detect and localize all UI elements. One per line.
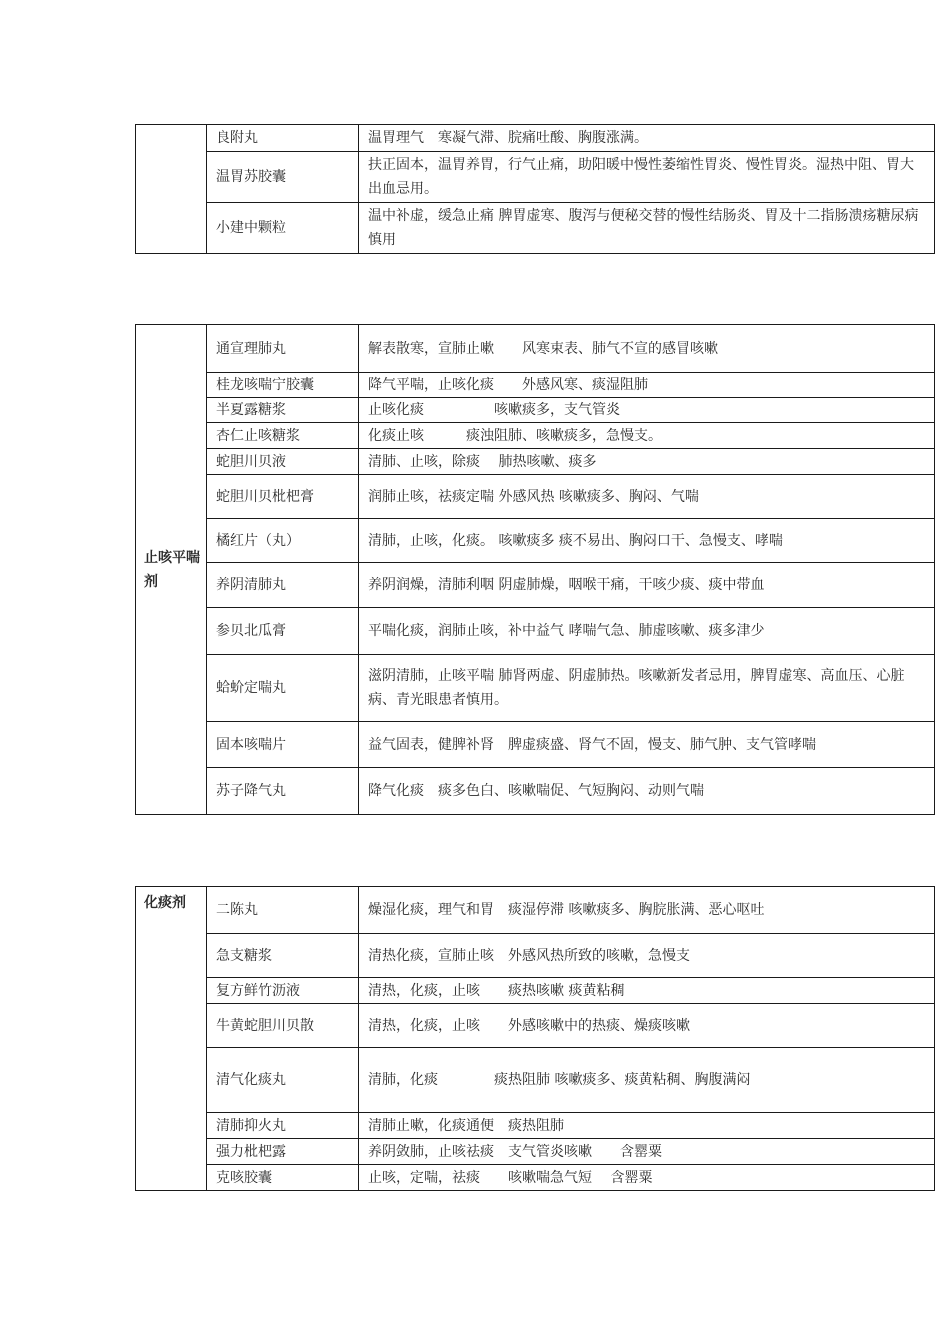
table-row — [136, 655, 935, 722]
medicine-description: 清热，化痰，止咳 外感咳嗽中的热痰、燥痰咳嗽 — [359, 1004, 935, 1048]
medicine-name: 强力枇杷露 — [207, 1139, 359, 1165]
medicine-description: 平喘化痰，润肺止咳，补中益气 哮喘气急、肺虚咳嗽、痰多津少 — [359, 608, 935, 655]
table-row — [136, 1139, 935, 1165]
medicine-name: 清气化痰丸 — [207, 1048, 359, 1113]
medicine-name: 蛇胆川贝液 — [207, 449, 359, 475]
medicine-description: 止咳，定喘，祛痰 咳嗽喘急气短 含罂粟 — [359, 1165, 935, 1191]
medicine-name: 克咳胶囊 — [207, 1165, 359, 1191]
table-row — [136, 203, 935, 254]
medicine-name: 小建中颗粒 — [207, 203, 359, 254]
medicine-name: 急支糖浆 — [207, 934, 359, 978]
medicine-name: 固本咳喘片 — [207, 722, 359, 768]
medicine-name: 牛黄蛇胆川贝散 — [207, 1004, 359, 1048]
table-row — [136, 475, 935, 519]
table-row — [136, 125, 935, 152]
table-row — [136, 398, 935, 423]
medicine-description: 清肺，化痰 痰热阻肺 咳嗽痰多、痰黄粘稠、胸腹满闷 — [359, 1048, 935, 1113]
medicine-name: 桂龙咳喘宁胶囊 — [207, 373, 359, 398]
medicine-name: 橘红片（丸） — [207, 519, 359, 563]
table-row — [136, 1113, 935, 1139]
medicine-description: 清肺、止咳，除痰 肺热咳嗽、痰多 — [359, 449, 935, 475]
table-row — [136, 722, 935, 768]
medicine-description: 清热，化痰，止咳 痰热咳嗽 痰黄粘稠 — [359, 978, 935, 1004]
medicine-description: 扶正固本，温胃养胃，行气止痛，助阳暖中慢性萎缩性胃炎、慢性胃炎。湿热中阻、胃大出血忌用。 — [359, 152, 935, 203]
medicine-description: 养阴敛肺，止咳祛痰 支气管炎咳嗽 含罂粟 — [359, 1139, 935, 1165]
medicine-name: 半夏露糖浆 — [207, 398, 359, 423]
table-row — [136, 1004, 935, 1048]
medicine-name: 杏仁止咳糖浆 — [207, 423, 359, 449]
category-label: 止咳平喘剂 — [144, 549, 200, 590]
medicine-name: 养阴清肺丸 — [207, 563, 359, 608]
medicine-table-1 — [135, 124, 935, 254]
category-cell — [136, 887, 207, 1191]
table-row — [136, 1048, 935, 1113]
medicine-description: 降气化痰 痰多色白、咳嗽喘促、气短胸闷、动则气喘 — [359, 768, 935, 815]
medicine-description: 降气平喘，止咳化痰 外感风寒、痰湿阻肺 — [359, 373, 935, 398]
medicine-description: 止咳化痰 咳嗽痰多，支气管炎 — [359, 398, 935, 423]
medicine-name: 蛤蚧定喘丸 — [207, 655, 359, 722]
medicine-name: 苏子降气丸 — [207, 768, 359, 815]
category-cell — [136, 125, 207, 254]
table-row — [136, 1165, 935, 1191]
table-row — [136, 608, 935, 655]
category-cell — [136, 325, 207, 815]
medicine-description: 燥湿化痰，理气和胃 痰湿停滞 咳嗽痰多、胸脘胀满、恶心呕吐 — [359, 887, 935, 934]
table-row — [136, 563, 935, 608]
medicine-description: 清热化痰，宣肺止咳 外感风热所致的咳嗽，急慢支 — [359, 934, 935, 978]
medicine-name: 通宣理肺丸 — [207, 325, 359, 373]
table-row — [136, 449, 935, 475]
medicine-description: 滋阴清肺，止咳平喘 肺肾两虚、阴虚肺热。咳嗽新发者忌用，脾胃虚寒、高血压、心脏病、青光眼患者慎用。 — [359, 655, 935, 722]
table-row — [136, 768, 935, 815]
medicine-name: 清肺抑火丸 — [207, 1113, 359, 1139]
medicine-name: 良附丸 — [207, 125, 359, 152]
medicine-name: 温胃苏胶囊 — [207, 152, 359, 203]
medicine-table-2 — [135, 324, 935, 815]
table-row — [136, 934, 935, 978]
table-row — [136, 325, 935, 373]
medicine-table-3 — [135, 886, 935, 1191]
medicine-description: 解表散寒，宣肺止嗽 风寒束表、肺气不宣的感冒咳嗽 — [359, 325, 935, 373]
medicine-name: 参贝北瓜膏 — [207, 608, 359, 655]
table-row — [136, 887, 935, 934]
medicine-description: 化痰止咳 痰浊阻肺、咳嗽痰多，急慢支。 — [359, 423, 935, 449]
medicine-description: 养阴润燥，清肺利咽 阴虚肺燥，咽喉干痛，干咳少痰、痰中带血 — [359, 563, 935, 608]
table-row — [136, 152, 935, 203]
medicine-description: 温中补虚，缓急止痛 脾胃虚寒、腹泻与便秘交替的慢性结肠炎、胃及十二指肠溃疡糖尿病慎用 — [359, 203, 935, 254]
medicine-description: 润肺止咳，祛痰定喘 外感风热 咳嗽痰多、胸闷、气喘 — [359, 475, 935, 519]
table-row — [136, 978, 935, 1004]
medicine-description: 温胃理气 寒凝气滞、脘痛吐酸、胸腹涨满。 — [359, 125, 935, 152]
category-label: 化痰剂 — [144, 895, 186, 911]
table-row — [136, 519, 935, 563]
medicine-description: 清肺，止咳，化痰。 咳嗽痰多 痰不易出、胸闷口干、急慢支、哮喘 — [359, 519, 935, 563]
medicine-name: 二陈丸 — [207, 887, 359, 934]
medicine-name: 蛇胆川贝枇杷膏 — [207, 475, 359, 519]
medicine-description: 益气固表，健脾补肾 脾虚痰盛、肾气不固，慢支、肺气肿、支气管哮喘 — [359, 722, 935, 768]
medicine-name: 复方鲜竹沥液 — [207, 978, 359, 1004]
table-row — [136, 423, 935, 449]
table-row — [136, 373, 935, 398]
medicine-description: 清肺止嗽，化痰通便 痰热阻肺 — [359, 1113, 935, 1139]
